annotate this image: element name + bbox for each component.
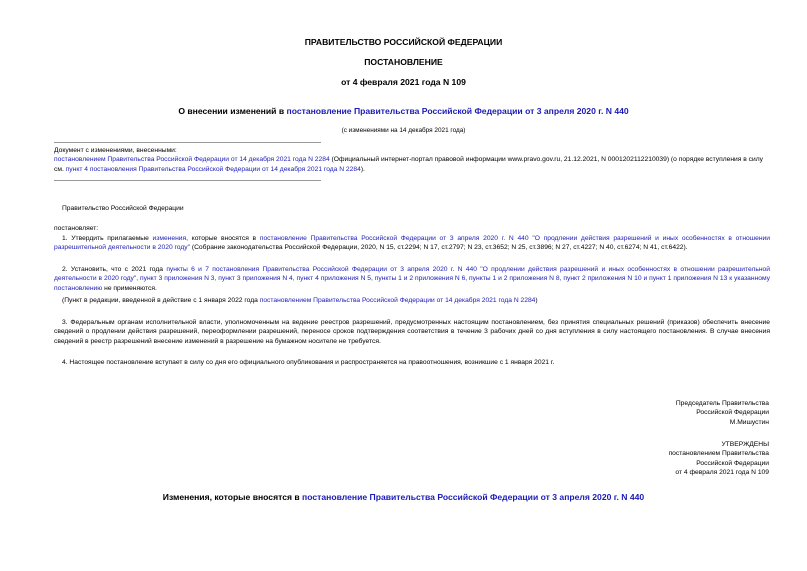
signature-country: Российской Федерации [696, 409, 769, 417]
approved-country: Российской Федерации [696, 459, 769, 467]
annex-link-decree-440[interactable]: постановление Правительства Российской Федерации от 3 апреля 2020 г. N 440 [302, 492, 645, 502]
link-changes[interactable]: изменения [152, 235, 187, 242]
approved-label: УТВЕРЖДЕНЫ [721, 441, 769, 448]
link-item4-decree-2284[interactable]: пункт 4 постановления Правительства Российской Федерации от 14 декабря 2021 года N 2284 [65, 165, 361, 173]
document-date-number: от 4 февраля 2021 года N 109 [341, 77, 466, 87]
link-decree-440-full[interactable]: постановление Правительства Российской Федерации от 3 апреля 2020 г. N 440 "О продлении действия разрешений и иных особенностях в отношении разрешительной деятельности в 2020 году" [54, 235, 770, 252]
resolves-label: постановляет: [54, 225, 99, 232]
paragraph-3: 3. Федеральным органам исполнительной власти, уполномоченным на ведение реестров разрешений, предусмотренных настоящим постановлением, без принятия специальных решений (приказов) обеспечить внесение сведений о продлении действия разрешений, переоформлении разрешений, переносе сроков подтверждения соответствия в течение 3 рабочих дней со дня вступления в силу настоящего постановления. В случае внесения сведений в реестр разрешений внесение изменений в разрешение на бумажном носителе не требуется. [54, 319, 770, 345]
changes-bottom-rule [54, 180, 321, 181]
changes-intro: Документ с изменениями, внесенными: [54, 147, 177, 154]
paragraph-1: 1. Утвердить прилагаемые изменения, которые вносятся в постановление Правительства Российской Федерации от 3 апреля 2020 г. N 440 "О продлении действия разрешений и иных особенностях в отношении разрешительной деятельности в 2020 году" (Собрание законодательства Российской Федерации, 2020, N 15, ст.2294; N 17, ст.2797; N 23, ст.3652; N 25, ст.3896; N 27, ст.4227; N 40, ст.6274; N 41, ст.6422). [54, 235, 770, 252]
changes-source-text: (Официальный интернет-портал правовой информации www.pravo.gov.ru, 21.12.2021, N 0001202112210039) (о порядке вступления в силу см. [54, 156, 763, 173]
changes-box [54, 146, 770, 174]
signature-name: М.Мишустин [729, 418, 769, 426]
link-items-6-7-decree-440[interactable]: пункты 6 и 7 постановления Правительства Российской Федерации от 3 апреля 2020 г. N 440 "О продлении действия разрешений и иных особенностях в отношении разрешительной деятельности в 2020 году", пункт 3 приложения N 3, пункт 3 приложения N 4, пункт 4 приложения N 5, пункты 1 и 2 приложения N 6, пункты 1 и 2 приложения N 8, пункт 2 приложения N 10 и пункт 1 приложения N 13 к указанному постановлению [54, 266, 770, 292]
annex-title-prefix: Изменения, которые вносятся в [162, 492, 303, 502]
revision-note: (с изменениями на 14 декабря 2021 года) [341, 127, 466, 134]
link-decree-2284[interactable]: постановлением Правительства Российской Федерации от 14 декабря 2021 года N 2284 [54, 156, 330, 164]
approved-date-number: от 4 февраля 2021 года N 109 [675, 469, 769, 477]
approved-by: постановлением Правительства [668, 450, 769, 458]
title-link-decree-440[interactable]: постановление Правительства Российской Федерации от 3 апреля 2020 г. N 440 [286, 106, 629, 116]
link-note-decree-2284[interactable]: постановлением Правительства Российской Федерации от 14 декабря 2021 года N 2284 [259, 297, 536, 304]
changes-closing-text: ). [360, 165, 365, 173]
paragraph-2: 2. Установить, что с 2021 года пункты 6 и 7 постановления Правительства Российской Федерации от 3 апреля 2020 г. N 440 "О продлении действия разрешений и иных особенностях в отношении разрешительной деятельности в 2020 году", пункт 3 приложения N 3, пункт 3 приложения N 4, пункт 4 приложения N 5, пункты 1 и 2 приложения N 6, пункты 1 и 2 приложения N 8, пункт 2 приложения N 10 и пункт 1 приложения N 13 к указанному постановлению не применяются. [54, 266, 770, 292]
government-heading: ПРАВИТЕЛЬСТВО РОССИЙСКОЙ ФЕДЕРАЦИИ [304, 37, 503, 47]
document-title-prefix: О внесении изменений в [178, 106, 287, 116]
government-name: Правительство Российской Федерации [62, 205, 184, 212]
paragraph-4: 4. Настоящее постановление вступает в силу со дня его официального опубликования и распространяется на правоотношения, возникшие с 1 января 2021 г. [62, 359, 555, 366]
paragraph-2-note: (Пункт в редакции, введенной в действие с 1 января 2022 года постановлением Правительства Российской Федерации от 14 декабря 2021 года N 2284) [62, 297, 538, 304]
signature-block [676, 399, 769, 427]
document-title [0, 106, 807, 116]
annex-title [0, 492, 807, 502]
changes-top-rule [54, 142, 321, 143]
changes-details [54, 155, 770, 174]
approved-block [669, 440, 769, 478]
signature-position: Председатель Правительства [675, 400, 769, 407]
document-type: ПОСТАНОВЛЕНИЕ [364, 57, 443, 67]
